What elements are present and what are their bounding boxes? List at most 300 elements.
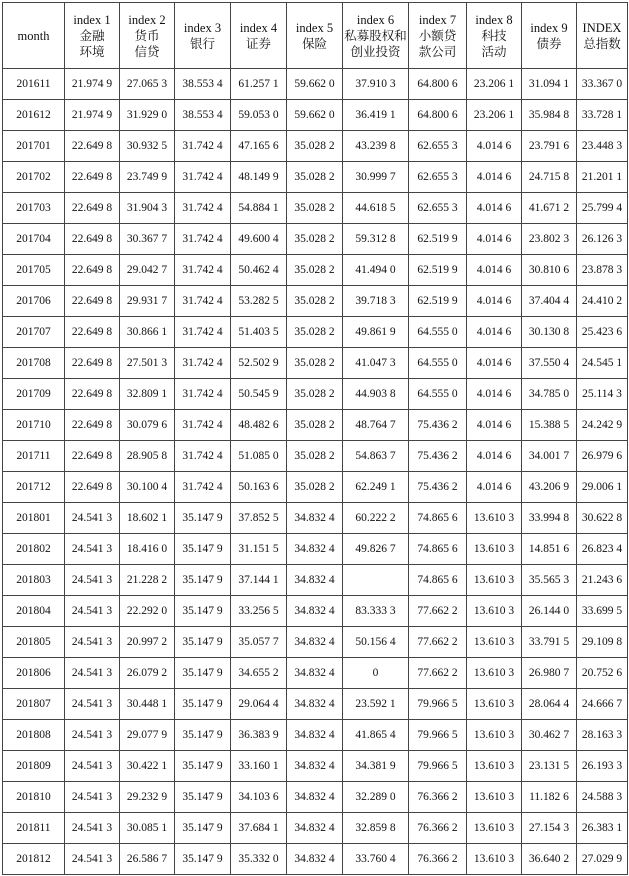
value-cell: 22.649 8 <box>65 162 120 193</box>
value-cell: 35.147 9 <box>175 534 231 565</box>
value-cell: 0 <box>343 658 409 689</box>
value-cell: 37.910 3 <box>343 69 409 100</box>
value-cell: 53.282 5 <box>231 286 287 317</box>
column-header-line: 保险 <box>301 36 327 51</box>
value-cell: 34.832 4 <box>287 596 343 627</box>
value-cell: 29.232 9 <box>120 782 175 813</box>
value-cell: 22.649 8 <box>65 193 120 224</box>
index-data-table <box>2 2 628 875</box>
value-cell: 35.028 2 <box>287 286 343 317</box>
value-cell: 24.541 3 <box>65 627 120 658</box>
value-cell: 48.482 6 <box>231 410 287 441</box>
value-cell: 36.640 2 <box>522 844 577 875</box>
column-header <box>231 3 287 69</box>
column-header-line: 证券 <box>245 36 271 51</box>
value-cell: 34.832 4 <box>287 751 343 782</box>
value-cell: 28.905 8 <box>120 441 175 472</box>
value-cell: 49.826 7 <box>343 534 409 565</box>
value-cell: 37.404 4 <box>522 286 577 317</box>
value-cell: 4.014 6 <box>467 441 522 472</box>
month-cell: 201801 <box>3 503 65 534</box>
value-cell: 35.028 2 <box>287 441 343 472</box>
value-cell: 31.904 3 <box>120 193 175 224</box>
month-cell: 201708 <box>3 348 65 379</box>
column-header-line: 货币 <box>134 28 160 43</box>
value-cell: 51.403 5 <box>231 317 287 348</box>
value-cell: 34.832 4 <box>287 844 343 875</box>
value-cell: 41.865 4 <box>343 720 409 751</box>
value-cell: 24.541 3 <box>65 503 120 534</box>
value-cell: 35.147 9 <box>175 844 231 875</box>
value-cell: 30.079 6 <box>120 410 175 441</box>
value-cell: 23.206 1 <box>467 100 522 131</box>
value-cell: 76.366 2 <box>409 782 467 813</box>
month-cell: 201701 <box>3 131 65 162</box>
value-cell: 31.742 4 <box>175 410 231 441</box>
value-cell: 22.649 8 <box>65 348 120 379</box>
value-cell: 29.064 4 <box>231 689 287 720</box>
column-header-line: 债券 <box>536 36 562 51</box>
value-cell: 4.014 6 <box>467 472 522 503</box>
value-cell: 11.182 6 <box>522 782 577 813</box>
month-cell: 201807 <box>3 689 65 720</box>
value-cell: 4.014 6 <box>467 255 522 286</box>
month-cell: 201805 <box>3 627 65 658</box>
value-cell: 38.553 4 <box>175 100 231 131</box>
value-cell: 26.979 6 <box>577 441 628 472</box>
value-cell: 24.541 3 <box>65 565 120 596</box>
value-cell: 31.742 4 <box>175 348 231 379</box>
column-header-line: index 2 <box>128 12 166 27</box>
value-cell: 51.085 0 <box>231 441 287 472</box>
value-cell: 37.852 5 <box>231 503 287 534</box>
value-cell: 4.014 6 <box>467 348 522 379</box>
value-cell: 35.028 2 <box>287 131 343 162</box>
value-cell: 27.501 3 <box>120 348 175 379</box>
value-cell: 13.610 3 <box>467 720 522 751</box>
column-header <box>343 3 409 69</box>
value-cell: 37.144 1 <box>231 565 287 596</box>
column-header-line: 款公司 <box>418 44 457 59</box>
table-row <box>3 627 628 658</box>
value-cell: 24.541 3 <box>65 720 120 751</box>
value-cell: 15.388 5 <box>522 410 577 441</box>
value-cell: 35.028 2 <box>287 224 343 255</box>
table-row <box>3 286 628 317</box>
value-cell: 34.381 9 <box>343 751 409 782</box>
value-cell: 64.555 0 <box>409 379 467 410</box>
value-cell: 34.001 7 <box>522 441 577 472</box>
value-cell: 30.085 1 <box>120 813 175 844</box>
column-header <box>467 3 522 69</box>
column-header-line: month <box>17 28 50 43</box>
column-header-line: 金融 <box>79 28 105 43</box>
value-cell: 35.147 9 <box>175 596 231 627</box>
value-cell: 44.903 8 <box>343 379 409 410</box>
table-header <box>3 3 628 69</box>
value-cell: 22.649 8 <box>65 441 120 472</box>
value-cell: 64.800 6 <box>409 69 467 100</box>
table-row <box>3 472 628 503</box>
column-header-line: index 8 <box>475 12 513 27</box>
value-cell: 24.242 9 <box>577 410 628 441</box>
value-cell: 24.541 3 <box>65 534 120 565</box>
value-cell: 25.423 6 <box>577 317 628 348</box>
value-cell: 21.228 2 <box>120 565 175 596</box>
table-row <box>3 565 628 596</box>
value-cell: 27.154 3 <box>522 813 577 844</box>
column-header <box>3 3 65 69</box>
value-cell: 38.553 4 <box>175 69 231 100</box>
month-cell: 201804 <box>3 596 65 627</box>
value-cell: 31.094 1 <box>522 69 577 100</box>
value-cell: 62.655 3 <box>409 162 467 193</box>
column-header-line: 银行 <box>189 36 215 51</box>
value-cell: 49.861 9 <box>343 317 409 348</box>
value-cell: 13.610 3 <box>467 503 522 534</box>
value-cell: 4.014 6 <box>467 162 522 193</box>
value-cell: 21.201 1 <box>577 162 628 193</box>
value-cell: 64.555 0 <box>409 317 467 348</box>
value-cell: 21.974 9 <box>65 100 120 131</box>
value-cell: 24.666 7 <box>577 689 628 720</box>
value-cell: 31.151 5 <box>231 534 287 565</box>
value-cell: 64.800 6 <box>409 100 467 131</box>
value-cell: 62.519 9 <box>409 286 467 317</box>
value-cell: 24.541 3 <box>65 596 120 627</box>
month-cell: 201711 <box>3 441 65 472</box>
value-cell: 18.602 1 <box>120 503 175 534</box>
column-header-line: 活动 <box>481 44 507 59</box>
value-cell: 41.047 3 <box>343 348 409 379</box>
value-cell: 34.832 4 <box>287 534 343 565</box>
column-header-line: index 1 <box>73 12 111 27</box>
value-cell: 33.791 5 <box>522 627 577 658</box>
table-row <box>3 534 628 565</box>
value-cell: 75.436 2 <box>409 472 467 503</box>
value-cell: 79.966 5 <box>409 720 467 751</box>
value-cell: 79.966 5 <box>409 751 467 782</box>
value-cell: 74.865 6 <box>409 534 467 565</box>
value-cell: 31.742 4 <box>175 441 231 472</box>
value-cell: 30.367 7 <box>120 224 175 255</box>
value-cell: 35.565 3 <box>522 565 577 596</box>
value-cell: 22.649 8 <box>65 131 120 162</box>
value-cell: 24.541 3 <box>65 844 120 875</box>
value-cell: 22.649 8 <box>65 379 120 410</box>
value-cell: 50.462 4 <box>231 255 287 286</box>
value-cell: 31.742 4 <box>175 317 231 348</box>
value-cell: 41.494 0 <box>343 255 409 286</box>
value-cell: 39.718 3 <box>343 286 409 317</box>
value-cell: 20.752 6 <box>577 658 628 689</box>
table-row <box>3 689 628 720</box>
value-cell: 36.419 1 <box>343 100 409 131</box>
value-cell: 76.366 2 <box>409 813 467 844</box>
table-row <box>3 813 628 844</box>
value-cell: 32.289 0 <box>343 782 409 813</box>
value-cell: 34.832 4 <box>287 720 343 751</box>
value-cell: 31.742 4 <box>175 379 231 410</box>
value-cell: 29.042 7 <box>120 255 175 286</box>
value-cell: 24.541 3 <box>65 689 120 720</box>
value-cell: 23.448 3 <box>577 131 628 162</box>
value-cell: 27.029 9 <box>577 844 628 875</box>
value-cell: 64.555 0 <box>409 348 467 379</box>
table-row <box>3 751 628 782</box>
value-cell: 22.292 0 <box>120 596 175 627</box>
value-cell: 4.014 6 <box>467 193 522 224</box>
value-cell: 32.809 1 <box>120 379 175 410</box>
column-header-line: index 4 <box>239 20 278 35</box>
value-cell: 33.256 5 <box>231 596 287 627</box>
value-cell: 35.147 9 <box>175 720 231 751</box>
value-cell: 35.332 0 <box>231 844 287 875</box>
value-cell: 35.147 9 <box>175 751 231 782</box>
value-cell: 14.851 6 <box>522 534 577 565</box>
column-header <box>120 3 175 69</box>
value-cell: 30.448 1 <box>120 689 175 720</box>
value-cell: 36.383 9 <box>231 720 287 751</box>
value-cell: 35.147 9 <box>175 813 231 844</box>
value-cell: 13.610 3 <box>467 751 522 782</box>
value-cell: 30.422 1 <box>120 751 175 782</box>
value-cell: 26.126 3 <box>577 224 628 255</box>
value-cell: 24.541 3 <box>65 658 120 689</box>
column-header-line: INDEX <box>582 20 622 35</box>
value-cell: 33.994 8 <box>522 503 577 534</box>
value-cell: 41.671 2 <box>522 193 577 224</box>
column-header-line: 环境 <box>79 44 105 59</box>
column-header-line: index 5 <box>295 20 334 35</box>
value-cell: 34.832 4 <box>287 782 343 813</box>
month-cell: 201712 <box>3 472 65 503</box>
value-cell: 27.065 3 <box>120 69 175 100</box>
column-header-line: 小额贷 <box>418 28 457 43</box>
value-cell: 31.929 0 <box>120 100 175 131</box>
value-cell: 13.610 3 <box>467 689 522 720</box>
value-cell: 35.028 2 <box>287 348 343 379</box>
value-cell: 4.014 6 <box>467 410 522 441</box>
table-row <box>3 69 628 100</box>
value-cell: 31.742 4 <box>175 255 231 286</box>
month-cell: 201703 <box>3 193 65 224</box>
value-cell: 34.655 2 <box>231 658 287 689</box>
month-cell: 201709 <box>3 379 65 410</box>
value-cell: 35.147 9 <box>175 503 231 534</box>
column-header-line: 科技 <box>481 28 507 43</box>
month-cell: 201611 <box>3 69 65 100</box>
value-cell: 35.028 2 <box>287 255 343 286</box>
value-cell: 59.662 0 <box>287 69 343 100</box>
value-cell: 22.649 8 <box>65 317 120 348</box>
value-cell: 24.715 8 <box>522 162 577 193</box>
value-cell: 75.436 2 <box>409 441 467 472</box>
value-cell: 23.749 9 <box>120 162 175 193</box>
value-cell: 34.103 6 <box>231 782 287 813</box>
table-row <box>3 441 628 472</box>
value-cell: 31.742 4 <box>175 162 231 193</box>
value-cell: 35.028 2 <box>287 193 343 224</box>
value-cell: 26.193 3 <box>577 751 628 782</box>
value-cell: 62.519 9 <box>409 255 467 286</box>
table-row <box>3 224 628 255</box>
value-cell: 23.206 1 <box>467 69 522 100</box>
value-cell: 34.832 4 <box>287 627 343 658</box>
value-cell: 50.163 6 <box>231 472 287 503</box>
value-cell: 35.028 2 <box>287 162 343 193</box>
value-cell: 35.147 9 <box>175 565 231 596</box>
value-cell: 24.541 3 <box>65 813 120 844</box>
column-header-line: 总指数 <box>583 36 621 51</box>
value-cell: 33.699 5 <box>577 596 628 627</box>
value-cell: 29.077 9 <box>120 720 175 751</box>
value-cell: 4.014 6 <box>467 379 522 410</box>
value-cell: 29.931 7 <box>120 286 175 317</box>
value-cell: 33.367 0 <box>577 69 628 100</box>
value-cell: 34.832 4 <box>287 658 343 689</box>
value-cell: 35.028 2 <box>287 379 343 410</box>
value-cell: 22.649 8 <box>65 224 120 255</box>
value-cell: 34.832 4 <box>287 813 343 844</box>
value-cell: 59.662 0 <box>287 100 343 131</box>
value-cell: 48.149 9 <box>231 162 287 193</box>
month-cell: 201702 <box>3 162 65 193</box>
value-cell: 28.163 3 <box>577 720 628 751</box>
column-header-line: index 7 <box>418 12 457 27</box>
value-cell: 35.147 9 <box>175 627 231 658</box>
column-header <box>409 3 467 69</box>
value-cell: 21.243 6 <box>577 565 628 596</box>
value-cell: 59.312 8 <box>343 224 409 255</box>
month-cell: 201809 <box>3 751 65 782</box>
value-cell: 35.147 9 <box>175 689 231 720</box>
table-row <box>3 131 628 162</box>
value-cell: 4.014 6 <box>467 317 522 348</box>
value-cell: 62.249 1 <box>343 472 409 503</box>
table-row <box>3 782 628 813</box>
column-header <box>175 3 231 69</box>
value-cell: 23.791 6 <box>522 131 577 162</box>
value-cell: 29.109 8 <box>577 627 628 658</box>
value-cell: 47.165 6 <box>231 131 287 162</box>
column-header-line: index 6 <box>356 12 395 27</box>
month-cell: 201803 <box>3 565 65 596</box>
value-cell: 25.799 4 <box>577 193 628 224</box>
value-cell: 50.545 9 <box>231 379 287 410</box>
value-cell: 30.932 5 <box>120 131 175 162</box>
month-cell: 201705 <box>3 255 65 286</box>
value-cell: 28.064 4 <box>522 689 577 720</box>
value-cell: 4.014 6 <box>467 286 522 317</box>
value-cell: 35.147 9 <box>175 782 231 813</box>
month-cell: 201706 <box>3 286 65 317</box>
month-cell: 201812 <box>3 844 65 875</box>
value-cell: 35.147 9 <box>175 658 231 689</box>
value-cell: 33.160 1 <box>231 751 287 782</box>
value-cell: 29.006 1 <box>577 472 628 503</box>
table-row <box>3 410 628 441</box>
value-cell: 76.366 2 <box>409 844 467 875</box>
value-cell: 30.622 8 <box>577 503 628 534</box>
value-cell: 23.592 1 <box>343 689 409 720</box>
value-cell: 59.053 0 <box>231 100 287 131</box>
value-cell: 4.014 6 <box>467 131 522 162</box>
table-row <box>3 162 628 193</box>
value-cell: 26.823 4 <box>577 534 628 565</box>
value-cell: 77.662 2 <box>409 596 467 627</box>
table-row <box>3 503 628 534</box>
value-cell: 4.014 6 <box>467 224 522 255</box>
value-cell: 26.144 0 <box>522 596 577 627</box>
column-header <box>522 3 577 69</box>
month-cell: 201704 <box>3 224 65 255</box>
column-header-line: index 3 <box>183 20 222 35</box>
table-row <box>3 379 628 410</box>
value-cell: 26.980 7 <box>522 658 577 689</box>
value-cell: 30.462 7 <box>522 720 577 751</box>
value-cell: 13.610 3 <box>467 658 522 689</box>
value-cell: 24.545 1 <box>577 348 628 379</box>
value-cell: 26.383 1 <box>577 813 628 844</box>
value-cell: 34.832 4 <box>287 503 343 534</box>
value-cell: 33.728 1 <box>577 100 628 131</box>
value-cell: 77.662 2 <box>409 658 467 689</box>
value-cell: 60.222 2 <box>343 503 409 534</box>
value-cell: 50.156 4 <box>343 627 409 658</box>
value-cell: 35.028 2 <box>287 410 343 441</box>
column-header-line: 私募股权和 <box>344 28 407 43</box>
value-cell: 44.618 5 <box>343 193 409 224</box>
value-cell: 22.649 8 <box>65 410 120 441</box>
value-cell: 83.333 3 <box>343 596 409 627</box>
column-header <box>65 3 120 69</box>
value-cell: 54.884 1 <box>231 193 287 224</box>
value-cell: 74.865 6 <box>409 565 467 596</box>
value-cell: 26.586 7 <box>120 844 175 875</box>
month-cell: 201710 <box>3 410 65 441</box>
month-cell: 201811 <box>3 813 65 844</box>
value-cell: 24.410 2 <box>577 286 628 317</box>
value-cell: 48.764 7 <box>343 410 409 441</box>
value-cell: 43.206 9 <box>522 472 577 503</box>
value-cell: 20.997 2 <box>120 627 175 658</box>
value-cell: 35.028 2 <box>287 317 343 348</box>
value-cell: 74.865 6 <box>409 503 467 534</box>
value-cell: 24.541 3 <box>65 782 120 813</box>
value-cell: 26.079 2 <box>120 658 175 689</box>
value-cell: 31.742 4 <box>175 131 231 162</box>
table-row <box>3 596 628 627</box>
month-cell: 201808 <box>3 720 65 751</box>
column-header-line: 创业投资 <box>350 44 401 59</box>
column-header <box>287 3 343 69</box>
value-cell: 22.649 8 <box>65 286 120 317</box>
value-cell: 35.057 7 <box>231 627 287 658</box>
value-cell: 25.114 3 <box>577 379 628 410</box>
value-cell: 33.760 4 <box>343 844 409 875</box>
table-row <box>3 720 628 751</box>
value-cell: 34.785 0 <box>522 379 577 410</box>
value-cell: 22.649 8 <box>65 255 120 286</box>
value-cell: 13.610 3 <box>467 782 522 813</box>
table-row <box>3 100 628 131</box>
month-cell: 201806 <box>3 658 65 689</box>
value-cell: 30.999 7 <box>343 162 409 193</box>
value-cell: 49.600 4 <box>231 224 287 255</box>
header-row <box>3 3 628 69</box>
table-row <box>3 844 628 875</box>
